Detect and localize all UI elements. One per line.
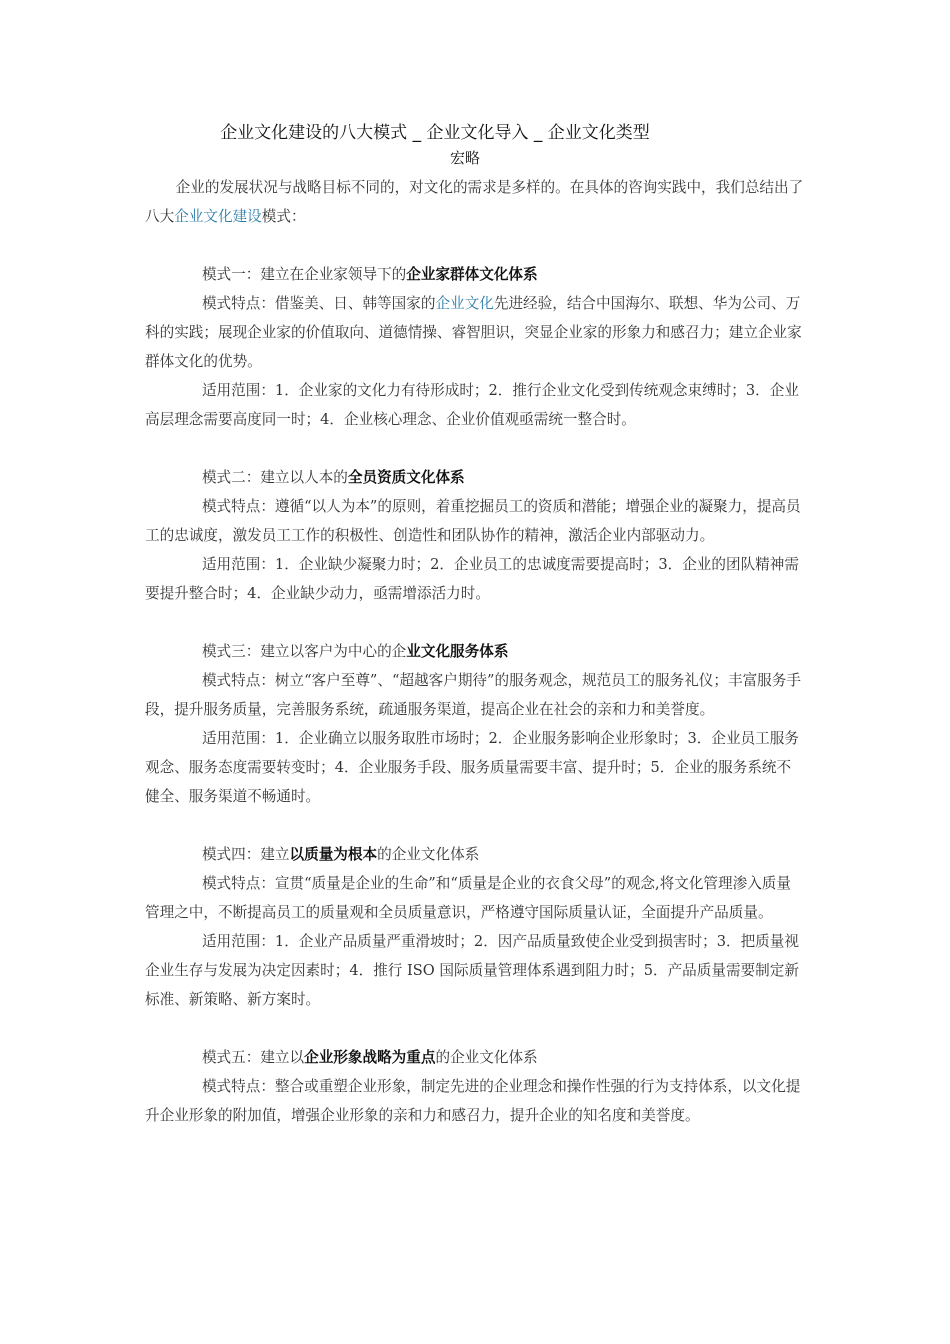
mode-1-features: 模式特点：借鉴美、日、韩等国家的企业文化先进经验，结合中国海尔、联想、华为公司、万科的实践；展现企业家的价值取向、道德情操、睿智胆识，突显企业家的形象力和感召力；建立企业家群体文化的优势。 [145,295,802,370]
link-enterprise-culture-building[interactable]: 企业文化建设 [174,208,262,225]
mode-3-scope: 适用范围：1．企业确立以服务取胜市场时；2．企业服务影响企业形象时；3．企业员工服务观念、服务态度需要转变时；4．企业服务手段、服务质量需要丰富、提升时；5．企业的服务系统不健全、服务渠道不畅通时。 [145,730,799,805]
mode-3-features: 模式特点：树立“客户至尊”、“超越客户期待”的服务观念，规范员工的服务礼仪；丰富服务手段，提升服务质量，完善服务系统，疏通服务渠道，提高企业在社会的亲和力和美誉度。 [145,672,801,718]
mode-4-heading: 模式四：建立以质量为根本的企业文化体系 [201,846,480,863]
intro-text-end: 模式： [261,208,306,225]
mode-5-heading: 模式五：建立以企业形象战略为重点的企业文化体系 [201,1049,538,1066]
document-title: 企业文化建设的八大模式 _ 企业文化导入 _ 企业文化类型 [220,123,650,143]
mode-1-scope: 适用范围：1．企业家的文化力有待形成时；2．推行企业文化受到传统观念束缚时；3．企业高层理念需要高度同一时；4．企业核心理念、企业价值观亟需统一整合时。 [145,382,799,428]
mode-4-features: 模式特点：宣贯“质量是企业的生命”和“质量是企业的衣食父母”的观念,将文化管理渗入质量管理之中，不断提高员工的质量观和全员质量意识，严格遵守国际质量认证，全面提升产品质量。 [145,875,791,921]
mode-2-heading: 模式二：建立以人本的全员资质文化体系 [201,469,465,486]
link-enterprise-culture[interactable]: 企业文化 [435,295,494,312]
document-author: 宏略 [449,149,480,167]
document-body [145,173,805,1130]
intro-paragraph [145,173,805,231]
mode-2-scope: 适用范围：1．企业缺少凝聚力时；2．企业员工的忠诚度需要提高时；3．企业的团队精神需要提升整合时；4．企业缺少动力，亟需增添活力时。 [145,556,799,602]
mode-4-scope: 适用范围：1．企业产品质量严重滑坡时；2．因产品质量致使企业受到损害时；3．把质量视企业生存与发展为决定因素时；4．推行 ISO 国际质量管理体系遇到阻力时；5．产品质量需要制定新标准、新策略、新方案时。 [145,933,799,1008]
mode-2-features: 模式特点：遵循“以人为本”的原则，着重挖掘员工的资质和潜能；增强企业的凝聚力，提高员工的忠诚度，激发员工工作的积极性、创造性和团队协作的精神，激活企业内部驱动力。 [145,498,801,544]
mode-3-heading: 模式三：建立以客户为中心的企业文化服务体系 [201,643,509,660]
mode-1-heading: 模式一：建立在企业家领导下的企业家群体文化体系 [201,266,538,283]
intro-text: 企业的发展状况与战略目标不同的，对文化的需求是多样的。在具体的咨询实践中，我们总结出了八大 [145,179,804,225]
mode-5-features: 模式特点：整合或重塑企业形象，制定先进的企业理念和操作性强的行为支持体系，以文化提升企业形象的附加值，增强企业形象的亲和力和感召力，提升企业的知名度和美誉度。 [145,1078,801,1124]
